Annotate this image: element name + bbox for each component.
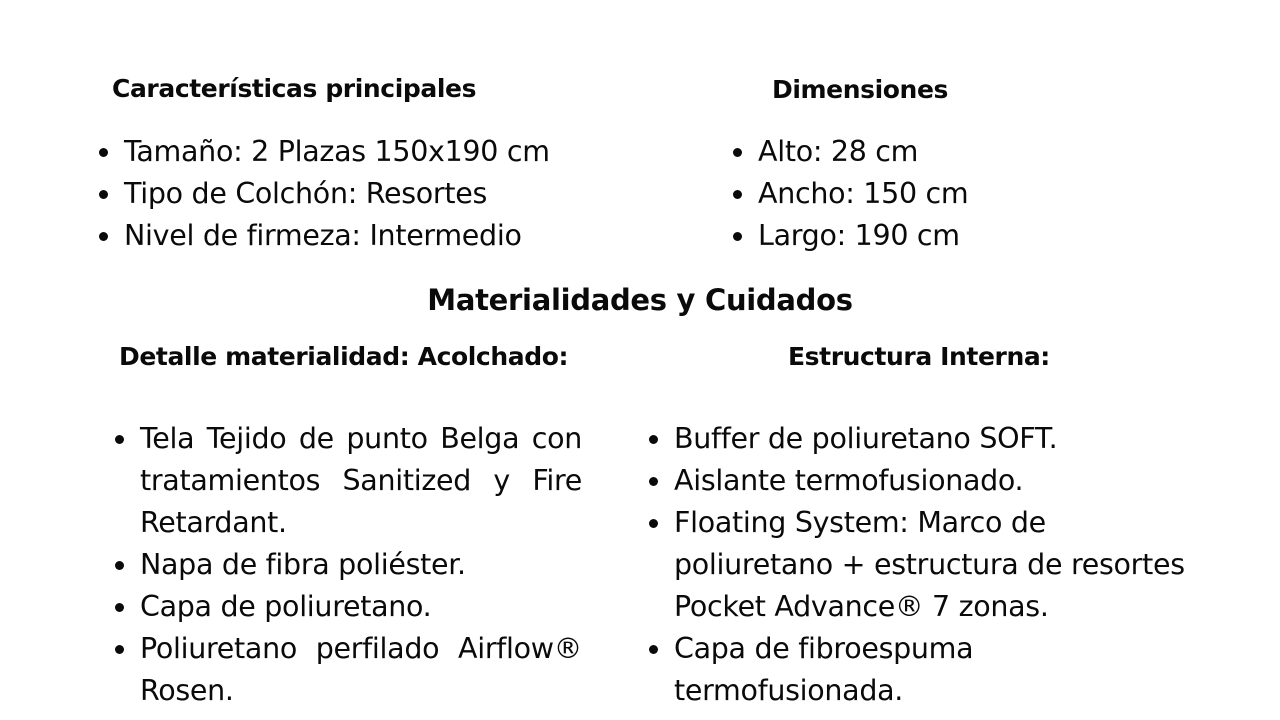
bullet-icon — [99, 232, 108, 241]
dimensiones-heading: Dimensiones — [772, 75, 948, 104]
list-item — [96, 215, 616, 257]
list-item — [646, 418, 1206, 460]
list-item — [730, 173, 1130, 215]
list-item-text: Poliuretano perfilado Airflow® Rosen. — [140, 632, 582, 707]
list-item-text: Largo: 190 cm — [758, 219, 960, 252]
list-item — [112, 544, 582, 586]
bullet-icon — [99, 148, 108, 157]
list-item-text: Floating System: Marco de poliuretano + estructura de resortes Pocket Advance® 7 zonas. — [674, 506, 1185, 623]
list-item-text: Napa de fibra poliéster. — [140, 548, 466, 581]
list-item-text: Tamaño: 2 Plazas 150x190 cm — [124, 135, 550, 168]
acolchado-heading: Detalle materialidad: Acolchado: — [119, 342, 569, 371]
list-item-text: Nivel de firmeza: Intermedio — [124, 219, 522, 252]
list-item — [112, 628, 582, 712]
list-item — [646, 502, 1206, 628]
list-item-text: Tela Tejido de punto Belga con tratamientos Sanitized y Fire Retardant. — [140, 422, 582, 539]
bullet-icon — [649, 519, 658, 528]
bullet-icon — [99, 190, 108, 199]
list-item — [646, 460, 1206, 502]
list-item-text: Aislante termofusionado. — [674, 464, 1024, 497]
bullet-icon — [115, 603, 124, 612]
bullet-icon — [733, 148, 742, 157]
list-item — [96, 131, 616, 173]
list-item — [730, 215, 1130, 257]
list-item-text: Ancho: 150 cm — [758, 177, 969, 210]
bullet-icon — [733, 232, 742, 241]
list-item — [96, 173, 616, 215]
list-item — [646, 628, 1206, 712]
bullet-icon — [115, 435, 124, 444]
bullet-icon — [733, 190, 742, 199]
list-item-text: Buffer de poliuretano SOFT. — [674, 422, 1058, 455]
bullet-icon — [115, 561, 124, 570]
list-item — [112, 586, 582, 628]
bullet-icon — [649, 477, 658, 486]
list-item-text: Capa de fibroespuma termofusionada. — [674, 632, 974, 707]
list-item-text: Tipo de Colchón: Resortes — [124, 177, 487, 210]
estructura-list — [646, 418, 1206, 712]
list-item — [112, 418, 582, 544]
bullet-icon — [115, 645, 124, 654]
list-item — [730, 131, 1130, 173]
list-item-text: Capa de poliuretano. — [140, 590, 432, 623]
bullet-icon — [649, 645, 658, 654]
materialidades-title: Materialidades y Cuidados — [427, 283, 853, 317]
estructura-heading: Estructura Interna: — [788, 342, 1050, 371]
list-item-text: Alto: 28 cm — [758, 135, 919, 168]
caracteristicas-heading: Características principales — [112, 74, 477, 103]
caracteristicas-list — [96, 131, 616, 257]
acolchado-list — [112, 418, 582, 712]
bullet-icon — [649, 435, 658, 444]
dimensiones-list — [730, 131, 1130, 257]
